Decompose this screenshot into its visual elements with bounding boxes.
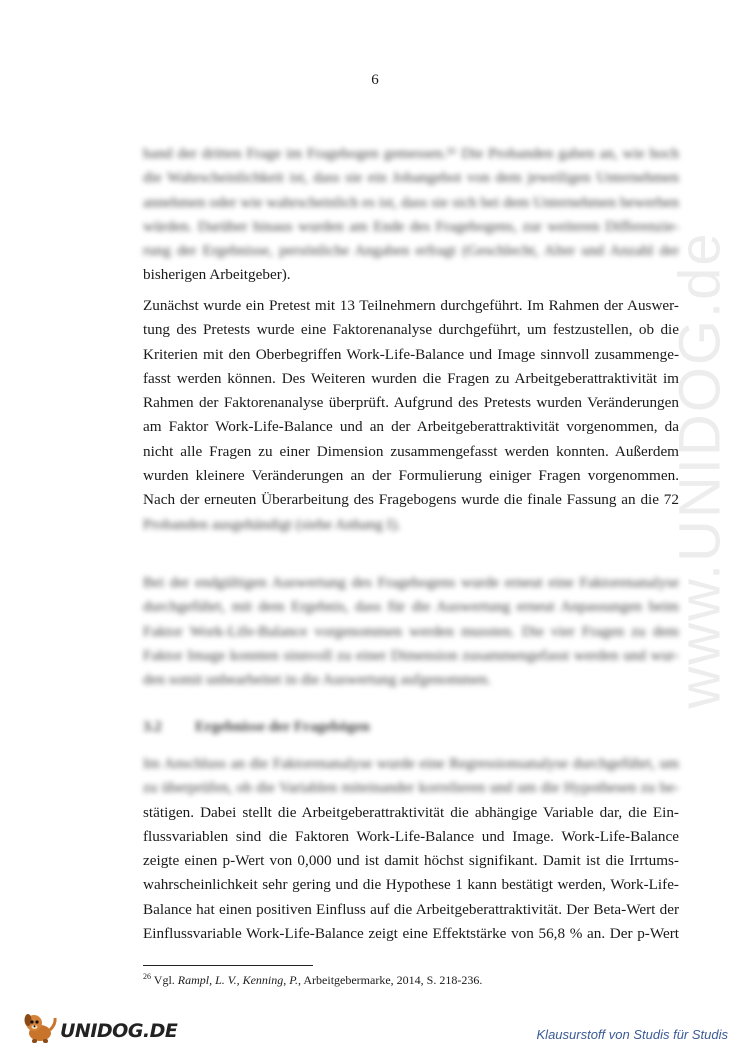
paragraph-1: [143, 142, 679, 288]
paragraph-4: [143, 752, 679, 946]
text-line: würden. Darüber hinaus wurden am Ende des Fragebogens, zur weiteren Differenzie-: [143, 217, 679, 235]
text-line: nicht alle Fragen zu einer Dimension zusammengefasst werden konnten. Außerdem: [143, 442, 679, 460]
unidog-logo: [22, 1012, 177, 1049]
text-line: Faktor Work-Life-Balance vorgenommen werden mussten. Die vier Fragen zu dem: [143, 622, 679, 640]
footnote-authors: Rampl, L. V., Kenning, P.: [177, 973, 299, 987]
text-line: zeigte einen p-Wert von 0,000 und ist damit höchst signifikant. Damit ist die Irrtums-: [143, 852, 679, 870]
text-line: Kriterien mit den Oberbegriffen Work-Life-Balance und Image sinnvoll zusammenge-: [143, 345, 679, 363]
text-line: den somit unbearbeitet in die Auswertung aufgenommen.: [143, 671, 491, 689]
text-line: fasst werden können. Des Weiteren wurden die Fragen zu Arbeitgeberattraktivität im: [143, 369, 679, 387]
paragraph-3: [143, 571, 679, 692]
text-line: Rahmen der Faktorenanalyse überprüft. Aufgrund des Pretests wurden Veränderungen: [143, 394, 679, 412]
footnote-marker: 26: [143, 972, 151, 981]
text-line: Balance hat einen positiven Einfluss auf die Arbeitgeberattraktivität. Der Beta-Wert der: [143, 900, 679, 918]
text-line: Zunächst wurde ein Pretest mit 13 Teilnehmern durchgeführt. Im Rahmen der Auswer-: [143, 297, 679, 314]
text-line: Faktor Image konnten sinnvoll zu einer Dimension zusammengefasst werden und wur-: [143, 646, 679, 664]
text-line: Nach der erneuten Überarbeitung des Fragebogens wurde die finale Fassung an die 72: [143, 491, 679, 509]
logo-text: UNIDOG.DE: [60, 1019, 178, 1042]
text-line: wahrscheinlichkeit sehr gering und die Hypothese 1 kann bestätigt werden, Work-Life-: [143, 876, 679, 894]
text-line: wurden kleinere Veränderungen an der Formulierung einiger Fragen vorgenommen.: [143, 467, 679, 485]
text-line: flussvariablen sind die Faktoren Work-Life-Balance und Image. Work-Life-Balance: [143, 827, 679, 845]
footnote-rest: , Arbeitgebermarke, 2014, S. 218-236.: [298, 973, 483, 987]
text-line: durchgeführt, mit dem Ergebnis, dass für die Auswertung erneut Anpassungen beim: [143, 598, 679, 616]
footnote-prefix: Vgl.: [153, 973, 178, 987]
dog-icon: [22, 1012, 58, 1049]
text-line: hand der dritten Frage im Fragebogen gemessen.²⁶ Die Probanden gaben an, wie hoch: [143, 145, 679, 162]
text-line: die Wahrscheinlichkeit ist, dass sie ein Jobangebot von dem jeweiligen Unternehmen: [143, 169, 679, 187]
text-line: Einflussvariable Work-Life-Balance zeigt eine Effektstärke von 56,8 % an. Der p-Wert: [143, 925, 679, 943]
slogan: Klausurstoff von Studis für Studis: [536, 1027, 728, 1042]
section-heading: [143, 719, 370, 736]
section-title: Ergebnisse der Fragebögen: [195, 719, 370, 735]
text-line: zu überprüfen, ob die Variablen miteinander korrelieren und um die Hypothesen zu be-: [143, 779, 679, 797]
footnote-rule: [143, 965, 313, 966]
text-line: am Faktor Work-Life-Balance und an der Arbeitgeberattraktivität vorgenommen, da: [143, 418, 679, 436]
section-number: 3.2: [143, 719, 162, 735]
footnote: [143, 972, 482, 988]
text-line: rung der Ergebnisse, persönliche Angaben erfragt (Geschlecht, Alter und Anzahl der: [143, 242, 679, 260]
watermark: www.UNIDOG.de: [667, 231, 733, 709]
text-line: Bei der endgültigen Auswertung des Fragebogens wurde erneut eine Faktorenanalyse: [143, 574, 679, 591]
text-line: annehmen oder wie wahrscheinlich es ist, dass sie sich bei dem Unternehmen bewerben: [143, 193, 679, 211]
text-line: stätigen. Dabei stellt die Arbeitgeberattraktivität die abhängige Variable dar, die Ein-: [143, 803, 679, 821]
text-line: tung des Pretests wurde eine Faktorenanalyse durchgeführt, um festzustellen, ob die: [143, 321, 679, 339]
text-line: Probanden ausgehändigt (siehe Anhang I).: [143, 515, 401, 533]
text-line: Im Anschluss an die Faktorenanalyse wurde eine Regressionsanalyse durchgeführt, um: [143, 755, 679, 772]
paragraph-2: [143, 294, 679, 537]
text-line: bisherigen Arbeitgeber).: [143, 266, 291, 284]
page-number: 6: [371, 72, 379, 88]
